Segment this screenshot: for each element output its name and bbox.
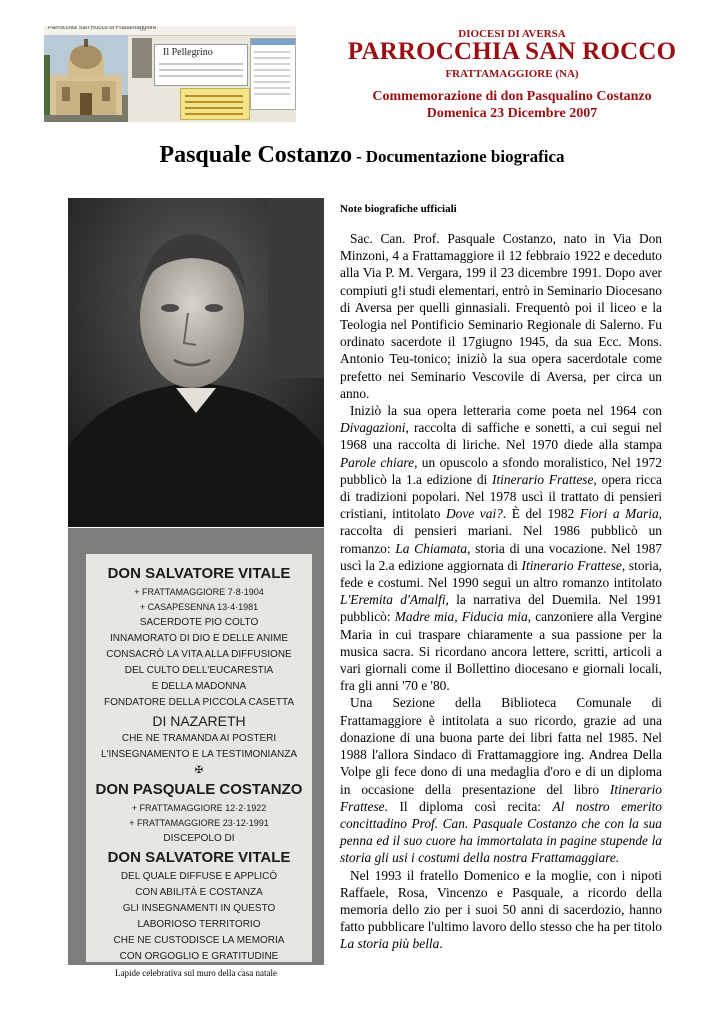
plaque-line: E DELLA MADONNA (151, 681, 247, 692)
plaque-line: + CASAPESENNA 13·4·1981 (139, 602, 259, 612)
italic-title-text: La storia più bella (340, 936, 440, 952)
paragraph-text: , un opuscolo a sfondo moralistico, Nel 1972 pubblicò la 1.a edizione di (340, 454, 662, 487)
italic-title-text: Divagazioni (340, 420, 406, 436)
plaque-line: + FRATTAMAGGIORE 7·8·1904 (134, 587, 264, 597)
plaque-line: CON ORGOGLIO E GRATITUDINE (119, 951, 279, 962)
paragraph-text: , storia, fede e costumi. Nel 1990 seguì un altro romanzo intitolato (340, 557, 663, 591)
biography-text (340, 230, 662, 953)
header-banner-image (44, 26, 296, 122)
memorial-plaque-photo (68, 528, 324, 965)
plaque-line: DON PASQUALE COSTANZO (95, 781, 303, 798)
plaque-line: + FRATTAMAGGIORE 12·2·1922 (131, 803, 267, 813)
italic-title-text: La Chiamata, (395, 540, 471, 556)
paragraph-text: , raccolta di saffiche e sonetti, a cui segui nel 1968 una raccolta di liriche. Nel 1970 diede alla stampa (340, 420, 662, 453)
banner-screenshot-image (250, 38, 296, 110)
banner-strip-text: Parrocchia San Rocco di Frattamaggiore (48, 26, 157, 31)
plaque-line: DISCEPOLO DI (163, 833, 235, 844)
plaque-line: CONSACRÒ LA VITA ALLA DIFFUSIONE (106, 649, 292, 660)
plaque-line: DI NAZARETH (152, 713, 246, 729)
italic-title-text: Madre mia, Fiducia mia, (394, 609, 532, 625)
plaque-line: L'INSEGNAMENTO E LA TESTIMONIANZA (100, 749, 298, 760)
italic-title-text: Dove vai? (445, 506, 503, 522)
city-label: FRATTAMAGGIORE (NA) (445, 68, 579, 80)
plaque-caption: Lapide celebrativa sul muro della casa natale (115, 968, 277, 978)
page-title-subtitle: Documentazione biografica (365, 147, 565, 166)
paragraph-text: storia di una vocazione. Nel 1987 uscì la 2.a edizione aggiornata di (340, 540, 662, 573)
plaque-line: INNAMORATO DI DIO E DELLE ANIME (110, 633, 288, 644)
page-title-separator: - (356, 147, 362, 166)
paragraph-text: Sac. Can. Prof. Pasquale Costanzo, nato in Via Don Minzoni, 4 a Frattamaggiore il 12 febbraio 1922 e deceduto alla Via P. M. Vergara, 199 il 23 dicembre 1991. Dopo aver compiuti g!i studi elementari, entrò in Seminario Diocesano di Aversa per quelli ginnasiali. Frequentò poi il liceo e la Teologia nel Pontificio Seminario Regionale di Salerno. Fu ordinato sacerdote il 17giugno 1945, da sua Ecc. Mons. Antonio Teu-tonico; iniziò la sua opera sacerdotale come prefetto nei Seminario Vescovile di Aversa, per circa un anno. (340, 231, 662, 401)
plaque-line: GLI INSEGNAMENTI IN QUESTO (122, 903, 276, 914)
paragraph-text: . (439, 936, 443, 952)
plaque-line: DEL QUALE DIFFUSE E APPLICÒ (120, 871, 278, 882)
paragraph-text: . È del 1982 (502, 506, 580, 522)
italic-title-text: Al nostro emerito concittadino Prof. Can. Pasquale Costanzo che con la sua penna ed il suo cuore ha immortalata in pagine stupende la storia gli usi i costumi della nostra Frattamaggiare. (340, 798, 663, 866)
section-heading: Note biografiche ufficiali (340, 203, 457, 215)
plaque-line: DON SALVATORE VITALE (107, 849, 291, 866)
pellegrino-title: Il Pellegrino (163, 47, 213, 58)
paragraph-text: la narrativa del Duemila. Nel 1991 pubblicò: (340, 592, 662, 625)
banner-notice-image (180, 88, 250, 120)
plaque-line: FONDATORE DELLA PICCOLA CASETTA (103, 697, 295, 708)
plaque-line: + FRATTAMAGGIORE 23·12·1991 (129, 818, 269, 828)
italic-title-text: Fiori a Maria (579, 506, 659, 522)
italic-title-text: Itinerario Frattese (521, 557, 622, 573)
paragraph-text: Iniziò la sua opera letteraria come poeta nel 1964 con (350, 403, 662, 419)
plaque-line: DEL CULTO DELL'EUCARESTIA (124, 665, 274, 676)
paragraph-text: Nel 1993 il fratello Domenico e la moglie, con i nipoti Raffaele, Rosa, Vincenzo e Pasquale, a ricordo della memoria dello zio per i suoi 50 anni di sacerdozio, hanno fatto pubblicare l'ultimo lavoro dello stesso che ha per titolo (340, 867, 662, 935)
paragraph-text: , opera ricca di tradizioni popolari. Nel 1978 uscì il trattato di pensieri cristiani, intitolato (340, 471, 662, 522)
paragraph-text: Una Sezione della Biblioteca Comunale di Frattamaggiore è intitolata a suo ricordo, grazie ad una donazione di una buona parte dei libri fatta nel 1985. Nel 1988 l'allora Sindaco di Frattamaggiore ing. Andrea Della Volpe gli fece dono di una medaglia d'oro e di un diploma in occasione della presentazione del libro (340, 695, 662, 797)
portrait-photo (68, 198, 324, 527)
plaque-line: CHE NE TRAMANDA AI POSTERI (121, 733, 277, 744)
page-title (0, 142, 724, 169)
plaque-line: LABORIOSO TERRITORIO (137, 919, 261, 930)
plaque-line: DON SALVATORE VITALE (107, 565, 291, 582)
diocese-label: DIOCESI DI AVERSA (458, 28, 566, 40)
plaque-line: SACERDOTE PIO COLTO (139, 617, 259, 628)
paragraph-text: canzoniere alla Vergine Maria in cui traspare chiaramente a sua passione per la musica sacra. Si ricordano ancora lettere, scritti, articoli a vari giornali come il Bollettino diocesano e giornali locali, fra gli anni '70 e '80. (340, 609, 663, 694)
italic-title-text: Itinerario Frattese (491, 471, 594, 487)
italic-title-text: Itinerario Frattese. (340, 781, 662, 814)
biography-paragraph (340, 402, 662, 694)
biography-paragraph (340, 230, 662, 402)
paragraph-text: Il diploma così recita: (387, 798, 553, 814)
church-image (44, 35, 128, 122)
biography-paragraph (340, 694, 662, 866)
plaque-line: CON ABILITÀ E COSTANZA (135, 887, 263, 898)
page-title-name: Pasquale Costanzo (159, 142, 353, 168)
event-title: Commemorazione di don Pasqualino Costanzo (372, 89, 652, 104)
plaque-line: ✠ (194, 765, 204, 776)
banner-portrait-image (132, 38, 152, 78)
event-date: Domenica 23 Dicembre 2007 (426, 106, 598, 121)
biography-paragraph (340, 867, 662, 953)
plaque-inscription (86, 564, 312, 965)
paragraph-text: , raccolta di pensieri mariani. Nel 1986 pubblicò un romanzo: (340, 506, 663, 556)
pellegrino-logo (154, 44, 248, 86)
plaque-line: CHE NE CUSTODISCE LA MEMORIA (113, 935, 285, 946)
parish-name: PARROCCHIA SAN ROCCO (347, 38, 677, 65)
italic-title-text: L'Eremita d'Amalfi, (340, 592, 449, 608)
italic-title-text: Parole chiare (340, 454, 415, 470)
